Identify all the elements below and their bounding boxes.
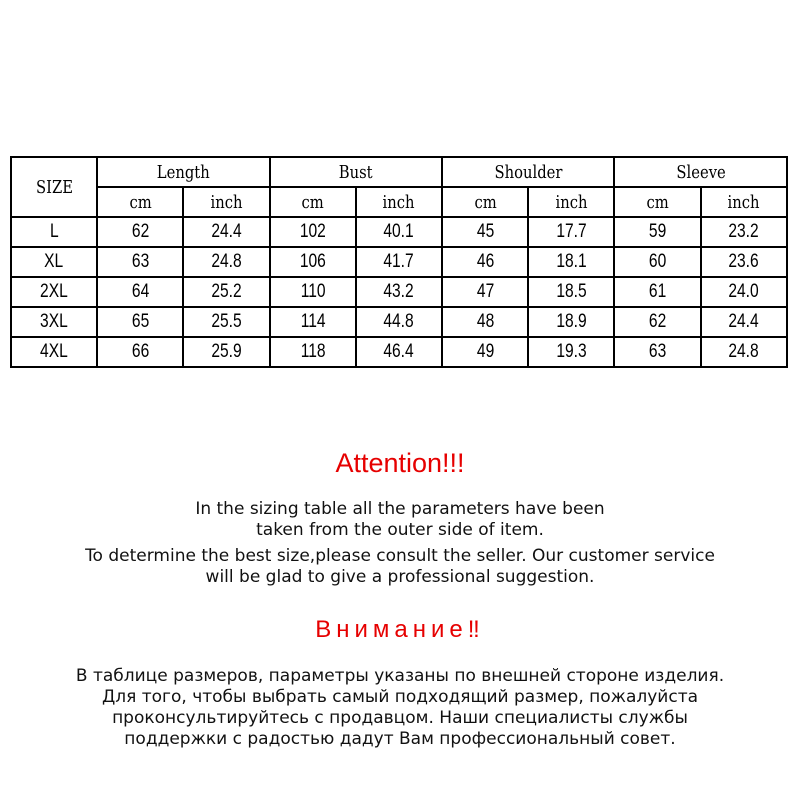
value-cell: 110 (270, 277, 356, 307)
size-cell: 2XL (11, 277, 97, 307)
notice-ru-line: В таблице размеров, параметры указаны по внешней стороне изделия. (75, 666, 725, 686)
attention-title: Attention!!! (335, 448, 465, 478)
size-cell: L (11, 217, 97, 247)
notice-ru-line: Для того, чтобы выбрать самый подходящий размер, пожалуйста (101, 687, 699, 707)
value-cell: 46.4 (356, 337, 442, 367)
size-cell: XL (11, 247, 97, 277)
vnimanie-title: Внимание‼ (315, 616, 485, 643)
value-cell: 59 (614, 217, 700, 247)
notice-ru-line: проконсультируйтесь с продавцом. Наши специалисты службы (112, 708, 688, 728)
unit-inch: inch (701, 187, 787, 217)
value-cell: 60 (614, 247, 700, 277)
value-cell: 64 (97, 277, 183, 307)
value-cell: 63 (97, 247, 183, 277)
value-cell: 45 (442, 217, 528, 247)
table-header-row (11, 157, 787, 187)
notice-ru-paragraph (0, 666, 800, 750)
table-row (11, 217, 787, 247)
sleeve-header: Sleeve (614, 157, 787, 187)
value-cell: 61 (614, 277, 700, 307)
unit-inch: inch (356, 187, 442, 217)
value-cell: 49 (442, 337, 528, 367)
value-cell: 25.2 (183, 277, 269, 307)
shoulder-header: Shoulder (442, 157, 614, 187)
table-row (11, 307, 787, 337)
length-header: Length (97, 157, 269, 187)
value-cell: 102 (270, 217, 356, 247)
value-cell: 47 (442, 277, 528, 307)
size-column-header: SIZE (11, 157, 97, 217)
notice-en-paragraph-2 (0, 546, 800, 588)
unit-cm: cm (442, 187, 528, 217)
unit-cm: cm (270, 187, 356, 217)
notice-en-paragraph-1 (0, 499, 800, 541)
value-cell: 65 (97, 307, 183, 337)
notice-en-line: will be glad to give a professional suggestion. (205, 567, 595, 587)
unit-cm: cm (614, 187, 700, 217)
value-cell: 18.9 (528, 307, 614, 337)
value-cell: 19.3 (528, 337, 614, 367)
value-cell: 106 (270, 247, 356, 277)
notice-en-line: taken from the outer side of item. (256, 520, 544, 540)
value-cell: 40.1 (356, 217, 442, 247)
notice-en-line: To determine the best size,please consult the seller. Our customer service (85, 546, 715, 566)
table-row (11, 277, 787, 307)
value-cell: 46 (442, 247, 528, 277)
value-cell: 23.6 (701, 247, 787, 277)
value-cell: 48 (442, 307, 528, 337)
value-cell: 44.8 (356, 307, 442, 337)
value-cell: 17.7 (528, 217, 614, 247)
value-cell: 24.4 (183, 217, 269, 247)
size-cell: 3XL (11, 307, 97, 337)
value-cell: 25.5 (183, 307, 269, 337)
value-cell: 24.0 (701, 277, 787, 307)
unit-inch: inch (183, 187, 269, 217)
size-chart-table (10, 156, 788, 368)
value-cell: 25.9 (183, 337, 269, 367)
value-cell: 18.5 (528, 277, 614, 307)
value-cell: 114 (270, 307, 356, 337)
bust-header: Bust (270, 157, 442, 187)
unit-inch: inch (528, 187, 614, 217)
value-cell: 23.2 (701, 217, 787, 247)
value-cell: 118 (270, 337, 356, 367)
value-cell: 24.4 (701, 307, 787, 337)
notice-en-line: In the sizing table all the parameters have been (195, 499, 605, 519)
unit-cm: cm (97, 187, 183, 217)
table-unit-row (11, 187, 787, 217)
value-cell: 62 (97, 217, 183, 247)
size-cell: 4XL (11, 337, 97, 367)
value-cell: 63 (614, 337, 700, 367)
value-cell: 18.1 (528, 247, 614, 277)
table-row (11, 337, 787, 367)
value-cell: 66 (97, 337, 183, 367)
value-cell: 62 (614, 307, 700, 337)
table-row (11, 247, 787, 277)
notice-ru-line: поддержки с радостью дадут Вам профессиональный совет. (124, 729, 676, 749)
value-cell: 43.2 (356, 277, 442, 307)
value-cell: 24.8 (183, 247, 269, 277)
table-body (11, 217, 787, 367)
value-cell: 41.7 (356, 247, 442, 277)
value-cell: 24.8 (701, 337, 787, 367)
